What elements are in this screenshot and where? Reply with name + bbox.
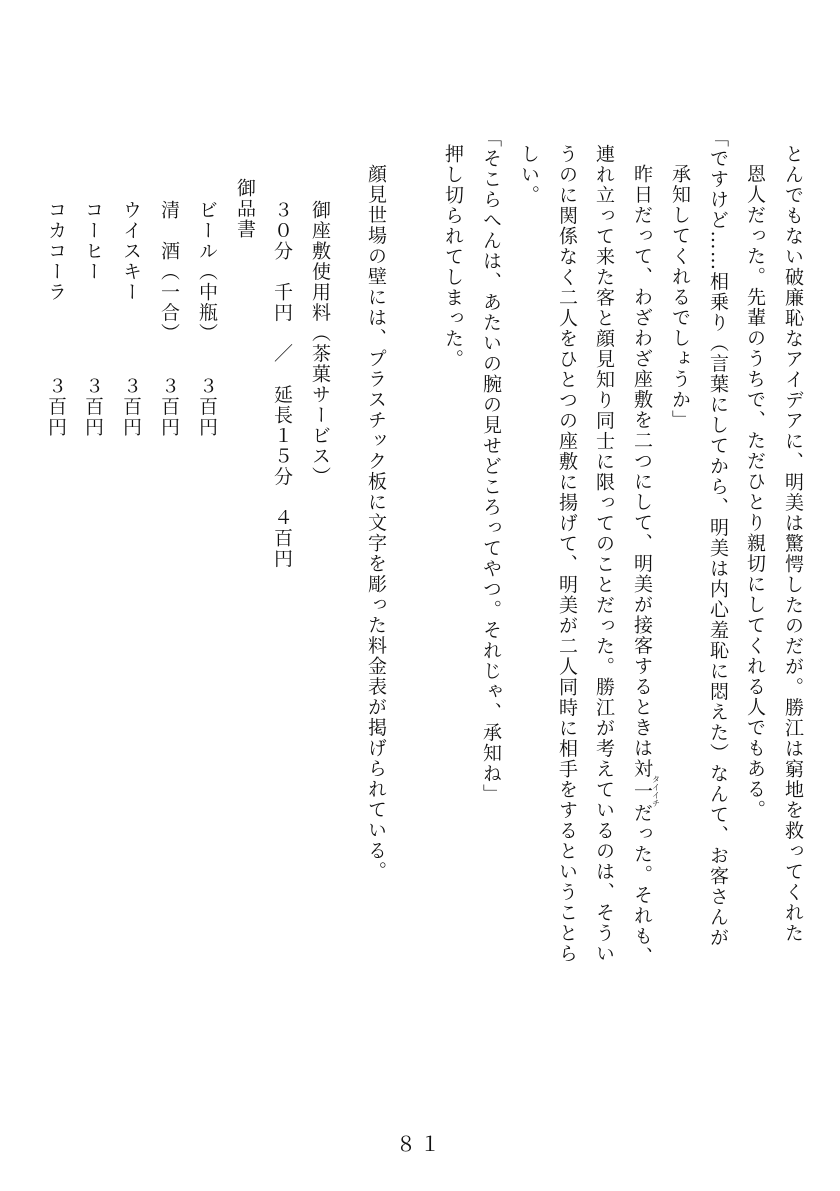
menu-item-beer-name: ビール（中瓶） — [196, 200, 218, 344]
text-line-10: 押し切られてしまった。 — [442, 144, 464, 370]
ruby-base: 一 — [631, 775, 653, 807]
menu-item-coffee-name: コーヒー — [82, 200, 104, 282]
text-line-5-main: 昨日だって、わざわざ座敷を二つにして、明美が接客するときは対 — [631, 164, 653, 779]
menu-item-coffee-price: ３百円 — [82, 376, 104, 438]
page-number: ８１ — [396, 1132, 444, 1156]
text-line-8: しい。 — [518, 144, 540, 206]
menu-item-sake-price: ３百円 — [158, 376, 180, 438]
ruby-reading: タイイチ — [651, 775, 661, 807]
text-line-1: とんでもない破廉恥なアイデアに、明美は驚愕したのだが。勝江は窮地を救ってくれた — [782, 144, 804, 944]
menu-item-whisky-name: ウイスキー — [120, 200, 142, 303]
seat-fee-label: 御座敷使用料（茶菓サービス） — [309, 200, 331, 487]
text-line-2: 恩人だった。先輩のうちで、ただひとり親切にしてくれる人でもある。 — [744, 164, 766, 820]
text-line-9: 「そこらへんは、あたいの腕の見せどころってやつ。それじゃ、承知ね」 — [480, 128, 502, 805]
text-line-11: 顔見世場の壁には、プラスチック板に文字を彫った料金表が掲げられている。 — [365, 164, 387, 882]
text-line-5 — [632, 0, 660, 967]
text-line-6: 連れ立って来た客と顔見知り同士に限ってのことだった。勝江が考えているのは、そうい — [593, 144, 615, 964]
menu-item-beer-price: ３百円 — [196, 376, 218, 438]
text-line-4: 承知してくれるでしょうか」 — [669, 164, 691, 431]
text-line-3: 「ですけど……相乗り（言葉にしてから、明美は内心羞恥に悶えた）なんて、お客さんが — [707, 128, 729, 948]
menu-item-cola-name: コカコーラ — [45, 200, 67, 303]
menu-item-sake-name: 清 酒（一合） — [158, 200, 180, 344]
menu-item-cola-price: ３百円 — [45, 376, 67, 438]
menu-title: 御品書 — [234, 178, 256, 240]
ruby-taiichi — [631, 775, 661, 807]
text-line-7: うのに関係なく二人をひとつの座敷に揚げて、明美が二人同時に相手をするということら — [556, 144, 578, 964]
text-line-5-end: だった。それも、 — [631, 803, 653, 967]
seat-fee-detail: ３０分 千円 ／ 延長１５分 ４百円 — [271, 200, 293, 569]
menu-item-whisky-price: ３百円 — [120, 376, 142, 438]
